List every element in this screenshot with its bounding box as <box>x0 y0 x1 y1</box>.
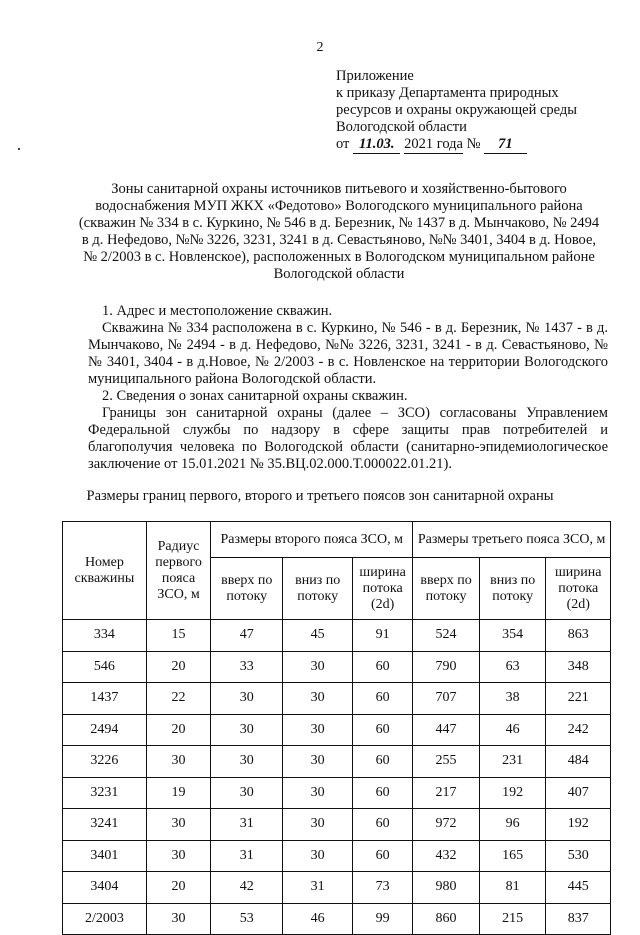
cell-up2: 42 <box>211 872 283 904</box>
cell-up2: 31 <box>211 840 283 872</box>
cell-down3: 192 <box>479 777 546 809</box>
cell-up3: 707 <box>413 683 480 715</box>
cell-down3: 354 <box>479 620 546 652</box>
page-number: 2 <box>316 40 324 55</box>
zones-table <box>62 521 611 935</box>
cell-down3: 231 <box>479 746 546 778</box>
order-date-row <box>336 136 577 154</box>
table-row <box>63 872 611 904</box>
document-title <box>68 181 610 283</box>
cell-up3: 980 <box>413 872 480 904</box>
cell-up3: 217 <box>413 777 480 809</box>
cell-up3: 524 <box>413 620 480 652</box>
cell-down3: 215 <box>479 903 546 935</box>
cell-width3: 484 <box>546 746 611 778</box>
header-upstream: вверх по потоку <box>211 558 283 620</box>
cell-up2: 47 <box>211 620 283 652</box>
cell-up3: 790 <box>413 651 480 683</box>
cell-radius: 20 <box>146 651 210 683</box>
cell-width2: 60 <box>353 714 413 746</box>
cell-width3: 863 <box>546 620 611 652</box>
order-date: 11.03. <box>353 136 400 154</box>
order-year: 2021 года <box>404 136 463 152</box>
cell-well: 3401 <box>63 840 147 872</box>
cell-radius: 20 <box>146 872 210 904</box>
order-number: 71 <box>484 136 527 154</box>
table-caption: Размеры границ первого, второго и третьего поясов зон санитарной охраны <box>86 488 554 504</box>
cell-up3: 432 <box>413 840 480 872</box>
cell-up2: 30 <box>211 746 283 778</box>
title-line: водоснабжения МУП ЖКХ «Федотово» Вологодского муниципального района <box>95 198 583 214</box>
cell-width3: 837 <box>546 903 611 935</box>
cell-width2: 60 <box>353 651 413 683</box>
appendix-line: ресурсов и охраны окружающей среды <box>336 102 578 118</box>
cell-width2: 73 <box>353 872 413 904</box>
cell-well: 546 <box>63 651 147 683</box>
cell-down3: 46 <box>479 714 546 746</box>
header-downstream-3: вниз по потоку <box>479 558 546 620</box>
header-third-belt: Размеры третьего пояса ЗСО, м <box>413 522 611 558</box>
header-upstream-3: вверх по потоку <box>413 558 480 620</box>
cell-down3: 63 <box>479 651 546 683</box>
cell-width2: 60 <box>353 840 413 872</box>
cell-up2: 30 <box>211 683 283 715</box>
header-second-belt: Размеры второго пояса ЗСО, м <box>211 522 413 558</box>
cell-down2: 46 <box>283 903 353 935</box>
cell-up3: 447 <box>413 714 480 746</box>
cell-down2: 30 <box>283 746 353 778</box>
scan-speck <box>18 148 20 150</box>
cell-width3: 348 <box>546 651 611 683</box>
appendix-line: Приложение <box>336 68 414 84</box>
cell-down2: 30 <box>283 714 353 746</box>
cell-up3: 255 <box>413 746 480 778</box>
cell-radius: 30 <box>146 746 210 778</box>
cell-well: 3231 <box>63 777 147 809</box>
number-sign: № <box>466 136 481 152</box>
cell-down2: 30 <box>283 840 353 872</box>
table-row <box>63 683 611 715</box>
cell-radius: 15 <box>146 620 210 652</box>
table-row <box>63 714 611 746</box>
cell-width3: 221 <box>546 683 611 715</box>
cell-radius: 22 <box>146 683 210 715</box>
cell-well: 1437 <box>63 683 147 715</box>
header-width-3: ширина потока (2d) <box>546 558 611 620</box>
cell-width2: 60 <box>353 746 413 778</box>
cell-width2: 60 <box>353 683 413 715</box>
cell-up2: 31 <box>211 809 283 841</box>
title-line: № 2/2003 в с. Новленское), расположенных в Вологодском муниципальном районе <box>83 249 595 265</box>
paragraph-location: Скважина № 334 расположена в с. Куркино, № 546 - в д. Березник, № 1437 - в д. Мынчаково, № 2494 - в д. Нефедово, №№ 3226, 3231, 3241 - в д. Севастьяново, №№ 3401, 3404 - в д.Новое, № 2/2003 - в с. Новленское на территории Вологодского муниципального района Вологодской области. <box>88 320 608 387</box>
table-row <box>63 840 611 872</box>
cell-up2: 53 <box>211 903 283 935</box>
cell-down2: 30 <box>283 809 353 841</box>
cell-up2: 30 <box>211 714 283 746</box>
title-line: в д. Нефедово, №№ 3226, 3231, 3241 в д. Севастьяново, №№ 3401, 3404 в д. Новое, <box>81 232 597 248</box>
cell-radius: 30 <box>146 809 210 841</box>
cell-width3: 445 <box>546 872 611 904</box>
cell-up2: 33 <box>211 651 283 683</box>
cell-up3: 972 <box>413 809 480 841</box>
cell-down2: 31 <box>283 872 353 904</box>
appendix-line: к приказу Департамента природных <box>336 85 559 101</box>
cell-down2: 45 <box>283 620 353 652</box>
cell-well: 334 <box>63 620 147 652</box>
title-line: (скважин № 334 в с. Куркино, № 546 в д. Березник, № 1437 в д. Мынчаково, № 2494 <box>78 215 600 231</box>
cell-well: 3241 <box>63 809 147 841</box>
cell-down2: 30 <box>283 777 353 809</box>
paragraph-zones: Границы зон санитарной охраны (далее – ЗСО) согласованы Управлением Федеральной службы по надзору в сфере защиты прав потребителей и благополучия человека по Вологодской области (санитарно-эпидемиологическое заключение от 15.01.2021 № 35.ВЦ.02.000.Т.000022.01.21). <box>88 405 608 472</box>
cell-down3: 165 <box>479 840 546 872</box>
title-line: Вологодской области <box>273 266 405 282</box>
cell-up2: 30 <box>211 777 283 809</box>
header-downstream: вниз по потоку <box>283 558 353 620</box>
from-label: от <box>336 136 350 152</box>
cell-down3: 38 <box>479 683 546 715</box>
section-heading-2: 2. Сведения о зонах санитарной охраны скважин. <box>102 388 408 404</box>
table-row <box>63 903 611 935</box>
table-body <box>63 620 611 935</box>
cell-down2: 30 <box>283 651 353 683</box>
cell-width3: 530 <box>546 840 611 872</box>
cell-width2: 99 <box>353 903 413 935</box>
cell-width2: 60 <box>353 809 413 841</box>
header-width: ширина потока (2d) <box>353 558 413 620</box>
cell-up3: 860 <box>413 903 480 935</box>
appendix-line: Вологодской области <box>336 119 467 135</box>
table-row <box>63 620 611 652</box>
cell-width3: 407 <box>546 777 611 809</box>
cell-down3: 96 <box>479 809 546 841</box>
cell-down2: 30 <box>283 683 353 715</box>
cell-well: 2494 <box>63 714 147 746</box>
cell-width2: 91 <box>353 620 413 652</box>
header-well-number: Номер скважины <box>63 522 147 620</box>
cell-width3: 242 <box>546 714 611 746</box>
table-row <box>63 809 611 841</box>
section-heading-1: 1. Адрес и местоположение скважин. <box>102 303 333 319</box>
appendix-block <box>336 68 577 154</box>
cell-radius: 30 <box>146 840 210 872</box>
cell-width3: 192 <box>546 809 611 841</box>
table-row <box>63 746 611 778</box>
header-radius: Радиус первого пояса ЗСО, м <box>146 522 210 620</box>
table-row <box>63 651 611 683</box>
table-row <box>63 777 611 809</box>
cell-well: 3404 <box>63 872 147 904</box>
cell-radius: 30 <box>146 903 210 935</box>
cell-radius: 19 <box>146 777 210 809</box>
cell-well: 2/2003 <box>63 903 147 935</box>
document-body <box>88 303 608 473</box>
cell-well: 3226 <box>63 746 147 778</box>
cell-radius: 20 <box>146 714 210 746</box>
cell-down3: 81 <box>479 872 546 904</box>
title-line: Зоны санитарной охраны источников питьевого и хозяйственно-бытового <box>111 181 567 197</box>
cell-width2: 60 <box>353 777 413 809</box>
